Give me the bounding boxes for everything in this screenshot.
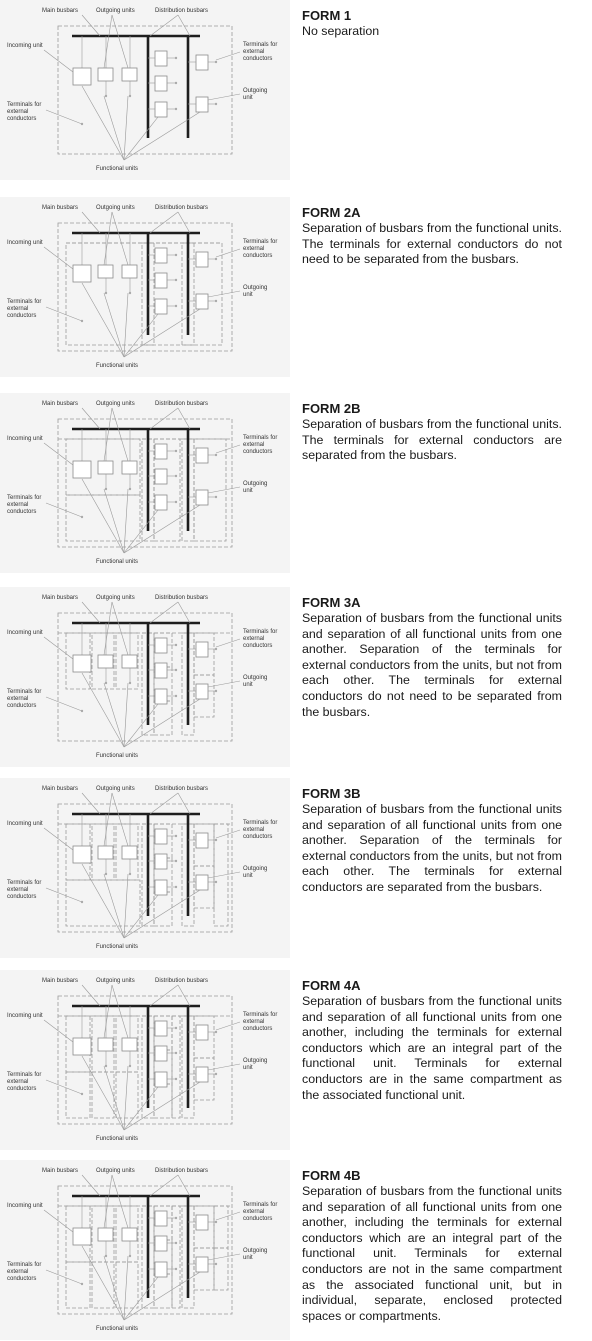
label-outgoing-unit-2: unit xyxy=(243,95,253,101)
label-terminals-left-3: conductors xyxy=(7,703,37,709)
functional-unit-box xyxy=(155,248,167,263)
label-incoming-unit: Incoming unit xyxy=(7,821,43,827)
functional-unit-box xyxy=(155,880,167,895)
label-outgoing-units: Outgoing units xyxy=(96,786,135,792)
outgoing-unit-box xyxy=(98,265,113,278)
functional-unit-box xyxy=(155,1046,167,1061)
outgoing-unit-box xyxy=(122,655,137,668)
label-terminals-left-2: external xyxy=(7,109,29,115)
label-terminals-right-2: external xyxy=(243,246,265,252)
label-terminals-left-3: conductors xyxy=(7,116,37,122)
label-outgoing-unit-2: unit xyxy=(243,1065,253,1071)
outgoing-unit-box xyxy=(98,846,113,859)
form-4b-diagram-panel xyxy=(0,1160,290,1340)
label-outgoing-unit-1: Outgoing xyxy=(243,481,268,487)
label-terminals-right-1: Terminals for xyxy=(243,42,278,48)
label-terminals-right-2: external xyxy=(243,49,265,55)
outgoing-unit-box xyxy=(122,265,137,278)
outgoing-unit-box xyxy=(196,490,208,505)
form-description: Separation of busbars from the functional units and separation of all functional units from one another. Separation of the terminals for external conductors from the units, but not from each other. The terminals for external conductors are separated from the busbars. xyxy=(302,802,562,894)
label-terminals-right-3: conductors xyxy=(243,1216,273,1222)
label-main-busbars: Main busbars xyxy=(42,786,79,792)
functional-unit-box xyxy=(196,55,208,70)
label-terminals-left-2: external xyxy=(7,306,29,312)
label-distribution-busbars: Distribution busbars xyxy=(155,786,209,792)
label-distribution-busbars: Distribution busbars xyxy=(155,1168,209,1174)
form-title: FORM 3A xyxy=(302,595,361,610)
label-outgoing-unit-2: unit xyxy=(243,292,253,298)
compartment-outline xyxy=(66,1262,90,1308)
label-main-busbars: Main busbars xyxy=(42,978,79,984)
functional-unit-box xyxy=(155,51,167,66)
label-outgoing-unit-1: Outgoing xyxy=(243,866,268,872)
label-main-busbars: Main busbars xyxy=(42,401,79,407)
label-terminals-left-1: Terminals for xyxy=(7,1262,42,1268)
label-main-busbars: Main busbars xyxy=(42,1168,79,1174)
form-diagram xyxy=(0,197,290,377)
label-terminals-right-3: conductors xyxy=(243,56,273,62)
functional-unit-box xyxy=(155,854,167,869)
outgoing-unit-box xyxy=(122,1228,137,1241)
label-outgoing-unit-1: Outgoing xyxy=(243,1248,268,1254)
functional-unit-box xyxy=(155,829,167,844)
label-terminals-left-3: conductors xyxy=(7,894,37,900)
label-terminals-left-1: Terminals for xyxy=(7,495,42,501)
form-3b-section xyxy=(0,778,592,966)
form-2b-diagram-panel xyxy=(0,393,290,573)
label-outgoing-units: Outgoing units xyxy=(96,401,135,407)
form-4b-section xyxy=(0,1160,592,1341)
incoming-unit-box xyxy=(73,655,91,672)
form-diagram xyxy=(0,0,290,180)
outgoing-unit-box xyxy=(196,1067,208,1082)
label-functional-units: Functional units xyxy=(96,1326,139,1332)
outgoing-unit-box xyxy=(98,461,113,474)
label-terminals-right-2: external xyxy=(243,827,265,833)
label-incoming-unit: Incoming unit xyxy=(7,630,43,636)
outgoing-unit-box xyxy=(98,655,113,668)
outgoing-unit-box xyxy=(122,461,137,474)
outgoing-unit-box xyxy=(196,97,208,112)
label-terminals-left-2: external xyxy=(7,502,29,508)
label-terminals-left-3: conductors xyxy=(7,1086,37,1092)
form-title: FORM 2B xyxy=(302,401,361,416)
label-terminals-right-1: Terminals for xyxy=(243,1012,278,1018)
label-outgoing-units: Outgoing units xyxy=(96,1168,135,1174)
label-terminals-right-3: conductors xyxy=(243,253,273,259)
form-2b-text xyxy=(302,401,562,464)
label-incoming-unit: Incoming unit xyxy=(7,43,43,49)
label-incoming-unit: Incoming unit xyxy=(7,436,43,442)
functional-unit-box xyxy=(155,663,167,678)
label-outgoing-unit-2: unit xyxy=(243,488,253,494)
form-2a-text xyxy=(302,205,562,268)
outgoing-unit-box xyxy=(98,68,113,81)
functional-unit-box xyxy=(155,1262,167,1277)
form-2a-diagram-panel xyxy=(0,197,290,377)
label-terminals-left-3: conductors xyxy=(7,1276,37,1282)
form-3a-text xyxy=(302,595,562,720)
form-description: Separation of busbars from the functional units and separation of all functional units from one another, including the terminals for external conductors which are an integral part of the functional unit. Terminals for external conductors are in the same compartment as the associated functional unit. xyxy=(302,994,562,1102)
label-outgoing-units: Outgoing units xyxy=(96,205,135,211)
functional-unit-box xyxy=(155,1021,167,1036)
label-outgoing-unit-2: unit xyxy=(243,1255,253,1261)
form-3b-text xyxy=(302,786,562,896)
form-1-section xyxy=(0,0,592,188)
outgoing-unit-box xyxy=(122,1038,137,1051)
functional-unit-box xyxy=(196,833,208,848)
label-terminals-right-3: conductors xyxy=(243,1026,273,1032)
label-main-busbars: Main busbars xyxy=(42,595,79,601)
label-terminals-right-3: conductors xyxy=(243,834,273,840)
label-functional-units: Functional units xyxy=(96,753,139,759)
compartment-outline xyxy=(66,1072,90,1118)
incoming-unit-box xyxy=(73,461,91,478)
label-terminals-left-1: Terminals for xyxy=(7,1072,42,1078)
label-incoming-unit: Incoming unit xyxy=(7,240,43,246)
label-functional-units: Functional units xyxy=(96,1136,139,1142)
functional-unit-box xyxy=(196,1215,208,1230)
incoming-unit-box xyxy=(73,265,91,282)
label-functional-units: Functional units xyxy=(96,559,139,565)
outgoing-unit-box xyxy=(98,1228,113,1241)
functional-unit-box xyxy=(155,689,167,704)
form-diagram xyxy=(0,778,290,958)
label-distribution-busbars: Distribution busbars xyxy=(155,205,209,211)
label-terminals-right-2: external xyxy=(243,1019,265,1025)
functional-unit-box xyxy=(155,299,167,314)
form-title: FORM 2A xyxy=(302,205,361,220)
incoming-unit-box xyxy=(73,1038,91,1055)
form-description: Separation of busbars from the functional units. The terminals for external conductors do not need to be separated from the busbars. xyxy=(302,221,562,267)
form-diagram xyxy=(0,1160,290,1340)
label-distribution-busbars: Distribution busbars xyxy=(155,595,209,601)
form-4b-text xyxy=(302,1168,562,1324)
form-title: FORM 1 xyxy=(302,8,352,23)
label-terminals-right-1: Terminals for xyxy=(243,435,278,441)
label-terminals-left-2: external xyxy=(7,696,29,702)
label-outgoing-unit-1: Outgoing xyxy=(243,285,268,291)
form-1-diagram-panel xyxy=(0,0,290,180)
functional-unit-box xyxy=(155,76,167,91)
form-3a-section xyxy=(0,587,592,775)
label-terminals-right-1: Terminals for xyxy=(243,629,278,635)
outgoing-unit-box xyxy=(196,684,208,699)
label-outgoing-unit-1: Outgoing xyxy=(243,675,268,681)
form-title: FORM 4B xyxy=(302,1168,361,1183)
compartment-outline xyxy=(214,1206,228,1248)
compartment-outline xyxy=(66,495,140,541)
label-terminals-right-1: Terminals for xyxy=(243,1202,278,1208)
label-terminals-right-2: external xyxy=(243,1209,265,1215)
form-description: Separation of busbars from the functional units and separation of all functional units from one another, including the terminals for external conductors which are an integral part of the functional unit. Terminals for external conductors are not in the same compartment as the associated functional unit, but in individual, separate, enclosed protected spaces or compartments. xyxy=(302,1184,562,1323)
label-terminals-right-1: Terminals for xyxy=(243,239,278,245)
label-functional-units: Functional units xyxy=(96,166,139,172)
functional-unit-box xyxy=(196,252,208,267)
label-terminals-right-1: Terminals for xyxy=(243,820,278,826)
label-terminals-left-2: external xyxy=(7,887,29,893)
functional-unit-box xyxy=(155,1236,167,1251)
incoming-unit-box xyxy=(73,1228,91,1245)
functional-unit-box xyxy=(155,1211,167,1226)
functional-unit-box xyxy=(155,495,167,510)
functional-unit-box xyxy=(155,469,167,484)
label-terminals-right-3: conductors xyxy=(243,449,273,455)
functional-unit-box xyxy=(155,1072,167,1087)
functional-unit-box xyxy=(155,273,167,288)
outgoing-unit-box xyxy=(122,846,137,859)
form-4a-text xyxy=(302,978,562,1103)
label-incoming-unit: Incoming unit xyxy=(7,1013,43,1019)
form-2a-section xyxy=(0,197,592,385)
label-terminals-left-1: Terminals for xyxy=(7,880,42,886)
form-diagram xyxy=(0,393,290,573)
form-1-text xyxy=(302,8,562,40)
form-diagram xyxy=(0,587,290,767)
compartment-outline xyxy=(66,880,140,926)
compartment-outline xyxy=(172,1016,180,1118)
label-distribution-busbars: Distribution busbars xyxy=(155,978,209,984)
label-terminals-left-1: Terminals for xyxy=(7,689,42,695)
incoming-unit-box xyxy=(73,68,91,85)
label-incoming-unit: Incoming unit xyxy=(7,1203,43,1209)
form-description: No separation xyxy=(302,24,380,38)
label-terminals-left-3: conductors xyxy=(7,313,37,319)
label-outgoing-units: Outgoing units xyxy=(96,978,135,984)
functional-unit-box xyxy=(155,102,167,117)
label-outgoing-units: Outgoing units xyxy=(96,8,135,14)
label-main-busbars: Main busbars xyxy=(42,205,79,211)
functional-unit-box xyxy=(196,448,208,463)
outgoing-unit-box xyxy=(98,1038,113,1051)
form-2b-section xyxy=(0,393,592,581)
label-outgoing-unit-2: unit xyxy=(243,873,253,879)
label-terminals-right-2: external xyxy=(243,442,265,448)
outgoing-unit-box xyxy=(122,68,137,81)
compartment-outline xyxy=(172,1206,180,1308)
compartment-outline xyxy=(214,1248,228,1290)
label-terminals-right-2: external xyxy=(243,636,265,642)
form-4a-section xyxy=(0,970,592,1158)
incoming-unit-box xyxy=(73,846,91,863)
label-outgoing-unit-1: Outgoing xyxy=(243,1058,268,1064)
label-functional-units: Functional units xyxy=(96,944,139,950)
label-terminals-right-3: conductors xyxy=(243,643,273,649)
label-terminals-left-2: external xyxy=(7,1269,29,1275)
label-outgoing-unit-1: Outgoing xyxy=(243,88,268,94)
form-3b-diagram-panel xyxy=(0,778,290,958)
form-description: Separation of busbars from the functional units. The terminals for external conductors are separated from the busbars. xyxy=(302,417,562,463)
form-3a-diagram-panel xyxy=(0,587,290,767)
label-terminals-left-1: Terminals for xyxy=(7,299,42,305)
label-distribution-busbars: Distribution busbars xyxy=(155,8,209,14)
label-terminals-left-3: conductors xyxy=(7,509,37,515)
functional-unit-box xyxy=(196,642,208,657)
functional-unit-box xyxy=(196,1025,208,1040)
label-terminals-left-1: Terminals for xyxy=(7,102,42,108)
outgoing-unit-box xyxy=(196,294,208,309)
form-description: Separation of busbars from the functional units and separation of all functional units from one another. Separation of the terminals for external conductors from the units, but not from each other. The terminals for external conductors do not need to be separated from the busbars. xyxy=(302,611,562,719)
outgoing-unit-box xyxy=(196,1257,208,1272)
form-title: FORM 4A xyxy=(302,978,361,993)
functional-unit-box xyxy=(155,638,167,653)
label-terminals-left-2: external xyxy=(7,1079,29,1085)
form-4a-diagram-panel xyxy=(0,970,290,1150)
form-title: FORM 3B xyxy=(302,786,361,801)
label-distribution-busbars: Distribution busbars xyxy=(155,401,209,407)
label-main-busbars: Main busbars xyxy=(42,8,79,14)
label-functional-units: Functional units xyxy=(96,363,139,369)
label-outgoing-unit-2: unit xyxy=(243,682,253,688)
label-outgoing-units: Outgoing units xyxy=(96,595,135,601)
outgoing-unit-box xyxy=(196,875,208,890)
functional-unit-box xyxy=(155,444,167,459)
form-diagram xyxy=(0,970,290,1150)
